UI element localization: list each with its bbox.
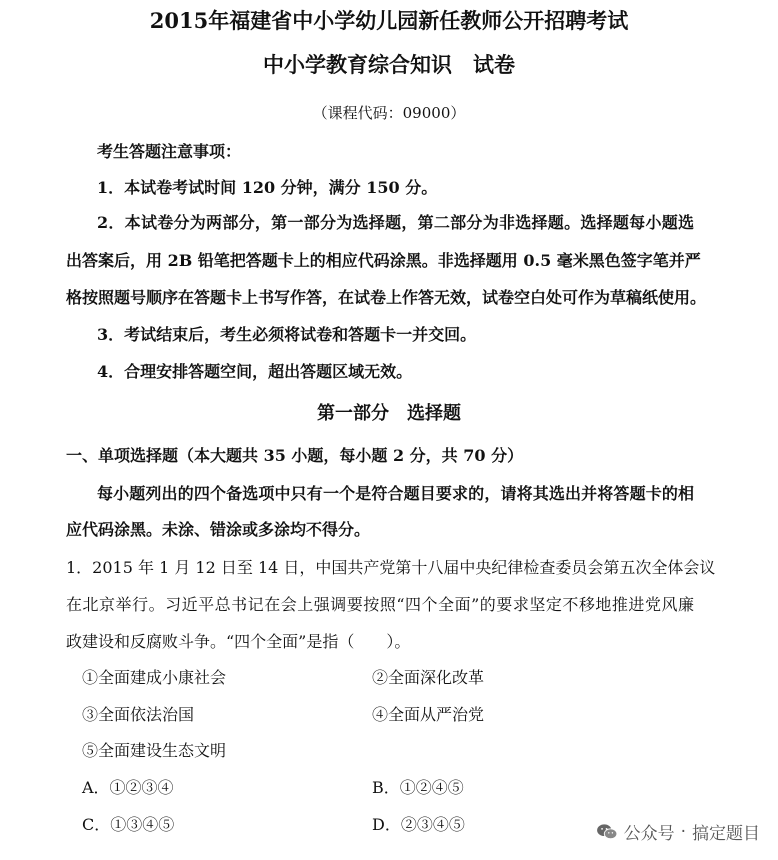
notice-item-2-line3: 格按照题号顺序在答题卡上书写作答，在试卷上作答无效，试卷空白处可作为草稿纸使用。 xyxy=(66,288,707,307)
notice-item-2-line1: 2．本试卷分为两部分，第一部分为选择题，第二部分为非选择题。选择题每小题选 xyxy=(97,213,694,232)
question1-line1: 1．2015 年 1 月 12 日至 14 日，中国共产党第十八届中央纪律检查委员会第五次全体会议 xyxy=(66,558,716,577)
notice-item-2-line2: 出答案后，用 2B 铅笔把答题卡上的相应代码涂黑。非选择题用 0.5 毫米黑色签字笔并严 xyxy=(66,251,701,270)
question1-line3: 政建设和反腐败斗争。“四个全面”是指（ ）。 xyxy=(66,632,411,651)
option-a: A．①②③④ xyxy=(82,778,174,797)
statement-2: ②全面深化改革 xyxy=(372,668,485,687)
option-b: B．①②④⑤ xyxy=(372,778,464,797)
instruction-line2: 应代码涂黑。未涂、错涂或多涂均不得分。 xyxy=(66,520,371,539)
wechat-icon xyxy=(596,823,618,841)
part1-heading: 第一部分 选择题 xyxy=(317,403,461,424)
course-code: （课程代码：09000） xyxy=(312,104,466,122)
instruction-line1: 每小题列出的四个备选项中只有一个是符合题目要求的，请将其选出并将答题卡的相 xyxy=(97,484,694,503)
section-title: 一、单项选择题（本大题共 35 小题，每小题 2 分，共 70 分） xyxy=(66,446,524,465)
statement-4: ④全面从严治党 xyxy=(372,705,485,724)
statement-3: ③全面依法治国 xyxy=(82,705,195,724)
exam-title-line2: 中小学教育综合知识 试卷 xyxy=(263,52,515,77)
notice-item-3: 3．考试结束后，考生必须将试卷和答题卡一并交回。 xyxy=(97,325,477,344)
watermark-label: 公众号 xyxy=(623,824,675,844)
question1-line2: 在北京举行。习近平总书记在会上强调要按照“四个全面”的要求坚定不移地推进党风廉 xyxy=(66,595,694,614)
notice-item-4: 4．合理安排答题空间，超出答题区域无效。 xyxy=(97,362,413,381)
exam-title-line1: 2015年福建省中小学幼儿园新任教师公开招聘考试 xyxy=(149,8,629,33)
option-c: C．①③④⑤ xyxy=(82,815,175,834)
statement-1: ①全面建成小康社会 xyxy=(82,668,227,687)
statement-5: ⑤全面建设生态文明 xyxy=(82,741,227,760)
watermark-name: 搞定题目 xyxy=(692,824,760,844)
notice-heading: 考生答题注意事项： xyxy=(97,142,242,161)
notice-item-1: 1．本试卷考试时间 120 分钟，满分 150 分。 xyxy=(97,178,438,197)
watermark xyxy=(592,817,764,846)
watermark-separator: · xyxy=(680,821,686,842)
option-d: D．②③④⑤ xyxy=(372,815,465,834)
